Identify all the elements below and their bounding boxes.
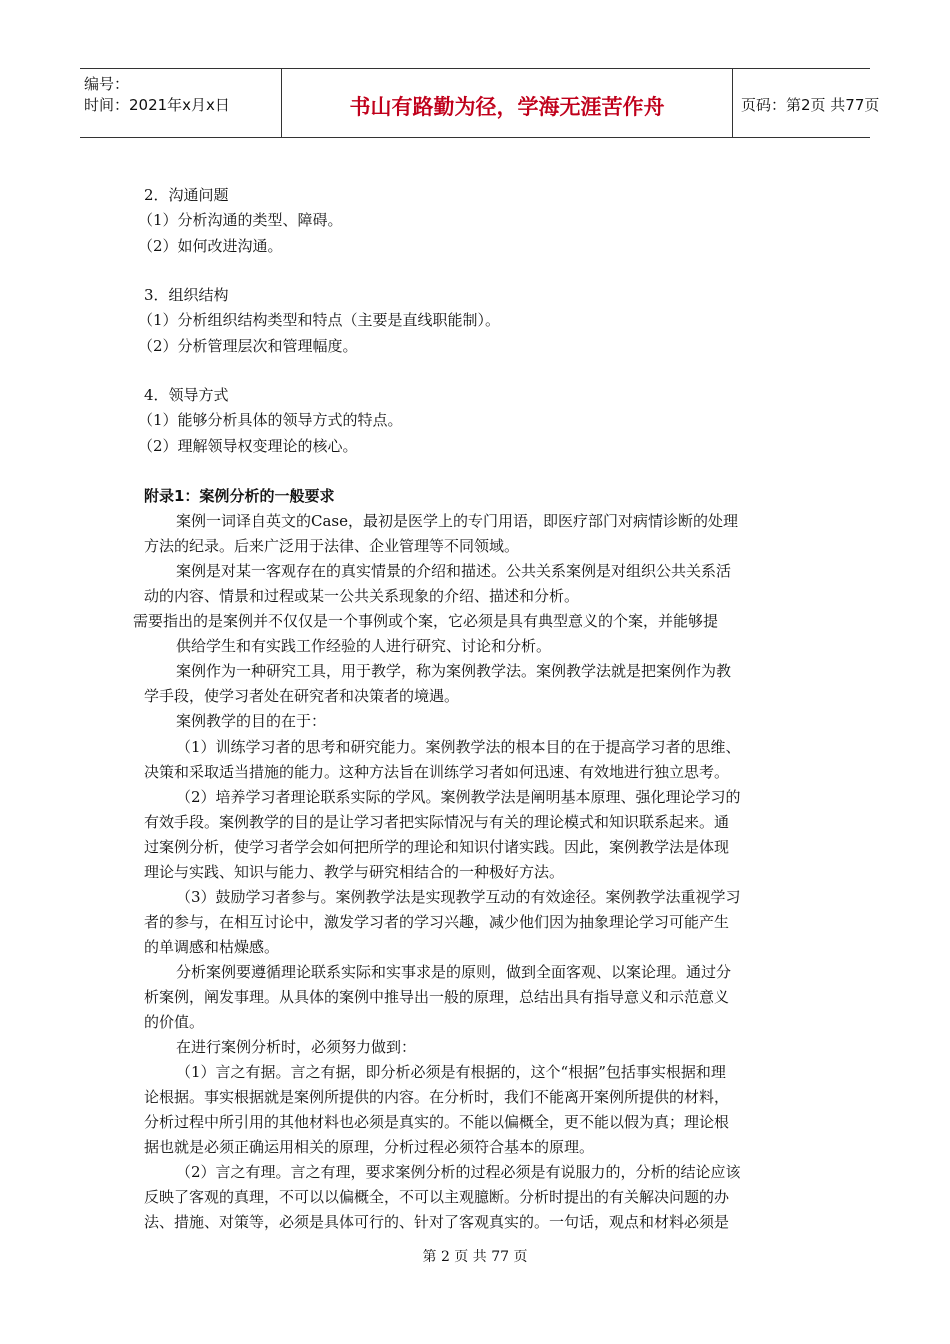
section-heading: 4．领导方式 [144,386,229,404]
paragraph-line: 供给学生和有实践工作经验的人进行研究、讨论和分析。 [176,637,552,655]
paragraph-line: 有效手段。案例教学的目的是让学习者把实际情况与有关的理论模式和知识联系起来。通 [144,813,730,831]
paragraph-line: 在进行案例分析时，必须努力做到： [176,1038,417,1056]
paragraph-line: 反映了客观的真理，不可以以偏概全，不可以主观臆断。分析时提出的有关解决问题的办 [144,1188,730,1206]
header-left-cell [80,69,280,137]
motto: 书山有路勤为径，学海无涯苦作舟 [349,95,665,119]
paragraph-line: 方法的纪录。后来广泛用于法律、企业管理等不同领域。 [144,537,520,555]
paragraph-line: （3）鼓励学习者参与。案例教学法是实现教学互动的有效途径。案例教学法重视学习 [176,888,741,906]
paragraph-line: 学手段，使学习者处在研究者和决策者的境遇。 [144,687,460,705]
paragraph-line: 者的参与，在相互讨论中，激发学习者的学习兴趣，减少他们因为抽象理论学习可能产生 [144,913,730,931]
paragraph-line: 分析案例要遵循理论联系实际和实事求是的原则，做到全面客观、以案论理。通过分 [176,963,732,981]
paragraph-line: 案例一词译自英文的Case，最初是医学上的专门用语，即医疗部门对病情诊断的处理 [176,512,738,530]
paragraph-line: 据也就是必须正确运用相关的原理，分析过程必须符合基本的原理。 [144,1138,595,1156]
paragraph-line: 案例是对某一客观存在的真实情景的介绍和描述。公共关系案例是对组织公共关系活 [176,562,732,580]
section-heading: 3．组织结构 [144,286,229,304]
page-info: 页码：第2页 共77页 [741,96,880,114]
page-header [80,68,880,138]
paragraph-line: （1）言之有据。言之有据，即分析必须是有根据的，这个“根据”包括事实根据和理 [176,1063,726,1081]
paragraph-line: 法、措施、对策等，必须是具体可行的、针对了客观真实的。一句话，观点和材料必须是 [144,1213,730,1231]
paragraph-line: 分析过程中所引用的其他材料也必须是真实的。不能以偏概全，更不能以假为真；理论根 [144,1113,730,1131]
paragraph-line: 析案例，阐发事理。从具体的案例中推导出一般的原理，总结出具有指导意义和示范意义 [144,988,730,1006]
section-heading: 2．沟通问题 [144,186,229,204]
page-footer: 第 2 页 共 77 页 [422,1249,528,1265]
paragraph-line: 案例教学的目的在于： [176,712,327,730]
header-motto-cell [281,69,733,137]
list-item: （2）理解领导权变理论的核心。 [138,437,358,455]
list-item: （2）如何改进沟通。 [138,237,283,255]
date-label: 时间：2021年x月x日 [84,96,230,114]
header-right-cell [733,69,880,137]
paragraph-line: 动的内容、情景和过程或某一公共关系现象的介绍、描述和分析。 [144,587,580,605]
paragraph-line: （2）言之有理。言之有理，要求案例分析的过程必须是有说服力的，分析的结论应该 [176,1163,741,1181]
paragraph-line: 的单调感和枯燥感。 [144,938,280,956]
paragraph-line: 案例作为一种研究工具，用于教学，称为案例教学法。案例教学法就是把案例作为教 [176,662,732,680]
list-item: （1）分析沟通的类型、障碍。 [138,211,343,229]
list-item: （2）分析管理层次和管理幅度。 [138,337,358,355]
paragraph-line: 需要指出的是案例并不仅仅是一个事例或个案，它必须是具有典型意义的个案，并能够提 [133,612,719,630]
paragraph-line: 理论与实践、知识与能力、教学与研究相结合的一种极好方法。 [144,863,565,881]
appendix-title: 附录1：案例分析的一般要求 [144,487,335,505]
list-item: （1）分析组织结构类型和特点（主要是直线职能制）。 [138,311,501,329]
list-item: （1）能够分析具体的领导方式的特点。 [138,411,403,429]
number-label: 编号： [84,75,130,93]
paragraph-line: （1）训练学习者的思考和研究能力。案例教学法的根本目的在于提高学习者的思维、 [176,738,741,756]
paragraph-line: 决策和采取适当措施的能力。这种方法旨在训练学习者如何迅速、有效地进行独立思考。 [144,763,730,781]
paragraph-line: （2）培养学习者理论联系实际的学风。案例教学法是阐明基本原理、强化理论学习的 [176,788,741,806]
paragraph-line: 的价值。 [144,1013,205,1031]
paragraph-line: 论根据。事实根据就是案例所提供的内容。在分析时，我们不能离开案例所提供的材料， [144,1088,730,1106]
paragraph-line: 过案例分析，使学习者学会如何把所学的理论和知识付诸实践。因此，案例教学法是体现 [144,838,730,856]
